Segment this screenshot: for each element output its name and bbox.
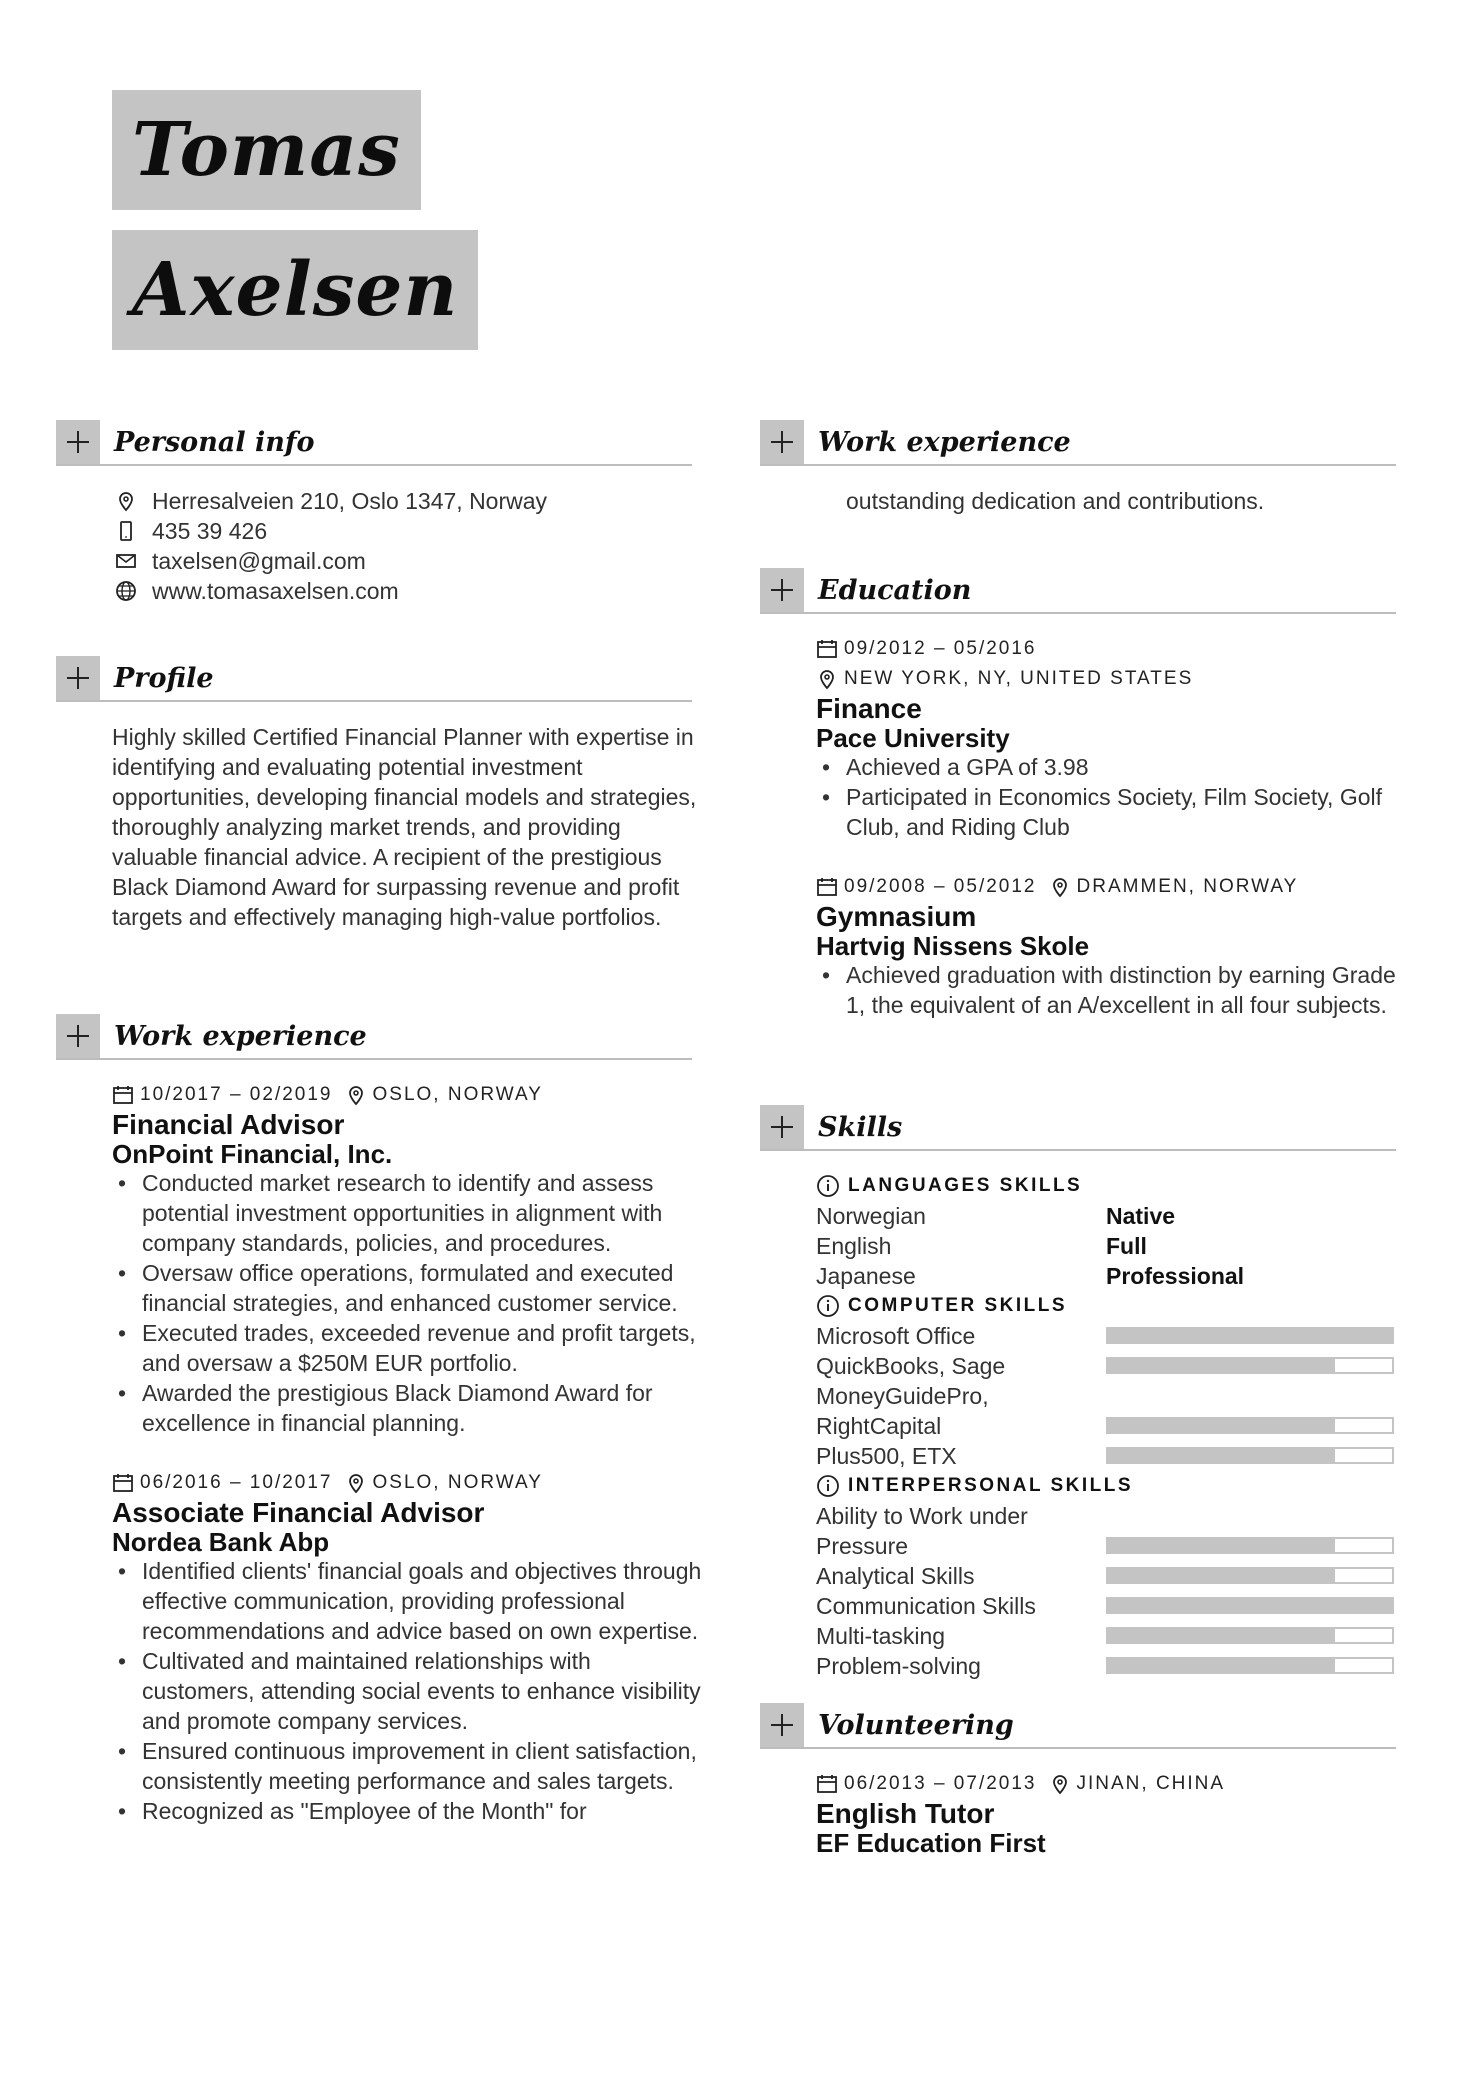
education-dates: 09/2008 – 05/2012 [844, 876, 1037, 897]
plus-icon [56, 656, 100, 700]
profile-text: Highly skilled Certified Financial Planner with expertise in identifying and evaluating potential investment opportunities, developing financial models and strategies, thoroughly analyzing market trends, and providing valuable financial advice. A recipient of the prestigious Black Diamond Award for surpassing revenue and profit targets and effectively managing high-value portfolios. [112, 724, 697, 930]
bullet-item: • Achieved a GPA of 3.98 [816, 752, 1396, 782]
skill-level-fill [1108, 1359, 1335, 1372]
skill-row [816, 1381, 1396, 1441]
first-name: Tomas [132, 107, 401, 193]
phone-text: 435 39 426 [152, 517, 268, 544]
skills-body [816, 1171, 1396, 1681]
skill-row [816, 1621, 1396, 1651]
skill-level: Full [1106, 1233, 1147, 1259]
location-pin-icon [345, 1472, 367, 1494]
contact-email [112, 546, 692, 576]
skill-level-fill [1108, 1329, 1392, 1342]
volunteering-title: English Tutor [816, 1798, 995, 1829]
work-experience-section [56, 1014, 702, 1826]
info-icon [816, 1474, 840, 1498]
info-icon [816, 1174, 840, 1198]
skill-level-fill [1108, 1539, 1335, 1552]
calendar-icon [816, 876, 838, 898]
plus-icon [760, 420, 804, 464]
volunteering-meta [816, 1769, 1396, 1799]
calendar-icon [816, 638, 838, 660]
education-location-row [816, 664, 1396, 694]
globe-icon [112, 579, 140, 603]
address-text: Herresalveien 210, Oslo 1347, Norway [152, 487, 548, 514]
job-location: OSLO, NORWAY [372, 1472, 543, 1493]
skill-level-fill [1108, 1599, 1392, 1612]
name-first-block [112, 90, 421, 210]
job-entry [112, 1080, 702, 1438]
section-title: Profile [114, 663, 214, 694]
location-pin-icon [112, 489, 140, 513]
volunteering-org: EF Education First [816, 1828, 1046, 1858]
volunteering-section [760, 1703, 1396, 1857]
phone-icon [112, 519, 140, 543]
section-title: Personal info [114, 427, 315, 458]
skill-row [816, 1321, 1396, 1351]
skill-row [816, 1561, 1396, 1591]
education-degree: Finance [816, 693, 922, 724]
languages-category [816, 1171, 1396, 1201]
section-header [760, 420, 1396, 466]
contact-website [112, 576, 692, 606]
section-header [760, 1105, 1396, 1151]
work-continued-text: outstanding dedication and contributions. [846, 488, 1265, 514]
education-degree: Gymnasium [816, 901, 977, 932]
education-section [760, 568, 1396, 1020]
education-bullets [816, 752, 1396, 842]
plus-icon [56, 1014, 100, 1058]
skill-level-fill [1108, 1629, 1335, 1642]
plus-icon [56, 420, 100, 464]
skills-section [760, 1105, 1396, 1681]
calendar-icon [112, 1472, 134, 1494]
contact-address [112, 486, 692, 516]
section-title: Volunteering [818, 1710, 1014, 1741]
location-pin-icon [1049, 1773, 1071, 1795]
skill-level-bar [1106, 1447, 1394, 1464]
work-experience-continued-section [760, 420, 1396, 516]
envelope-icon [112, 549, 140, 573]
location-pin-icon [1049, 876, 1071, 898]
bullet-item: • Identified clients' financial goals and objectives through effective communication, providing professional recommendations and advice based on own expertise. [112, 1556, 702, 1646]
skill-level-fill [1108, 1449, 1335, 1462]
skill-row [816, 1441, 1396, 1471]
calendar-icon [816, 1773, 838, 1795]
skill-level-bar [1106, 1417, 1394, 1434]
location-pin-icon [816, 668, 838, 690]
section-title: Work experience [818, 427, 1071, 458]
name-last-block [112, 230, 478, 350]
email-link[interactable]: taxelsen@gmail.com [152, 547, 366, 574]
skill-level: Professional [1106, 1263, 1245, 1289]
education-bullets [816, 960, 1396, 1020]
profile-section [56, 656, 697, 932]
interpersonal-category [816, 1471, 1396, 1501]
section-title: Skills [818, 1112, 903, 1143]
calendar-icon [112, 1084, 134, 1106]
plus-icon [760, 1703, 804, 1747]
volunteering-location: JINAN, CHINA [1076, 1773, 1226, 1794]
section-header [56, 656, 692, 702]
info-icon [816, 1294, 840, 1318]
bullet-item: • Achieved graduation with distinction by earning Grade 1, the equivalent of an A/excellent in all four subjects. [816, 960, 1396, 1020]
section-header [760, 568, 1396, 614]
skill-name: Ability to Work under Pressure [816, 1503, 1028, 1559]
skill-level-bar [1106, 1327, 1394, 1344]
skill-level-bar [1106, 1627, 1394, 1644]
bullet-item: • Oversaw office operations, formulated and executed financial strategies, and enhanced customer service. [112, 1258, 702, 1318]
skill-name: Problem-solving [816, 1653, 981, 1679]
job-company: OnPoint Financial, Inc. [112, 1139, 393, 1169]
skill-row [816, 1201, 1396, 1231]
skill-level-bar [1106, 1537, 1394, 1554]
location-pin-icon [345, 1084, 367, 1106]
personal-info-section [56, 420, 692, 606]
interpersonal-skills-list [816, 1501, 1396, 1681]
skill-name: Norwegian [816, 1203, 926, 1229]
skill-level-bar [1106, 1657, 1394, 1674]
bullet-item: • Participated in Economics Society, Film Society, Golf Club, and Riding Club [816, 782, 1396, 842]
job-meta [112, 1080, 702, 1110]
education-dates-row [816, 634, 1396, 664]
bullet-item: • Awarded the prestigious Black Diamond Award for excellence in financial planning. [112, 1378, 702, 1438]
section-title: Work experience [114, 1021, 367, 1052]
skill-name: Communication Skills [816, 1593, 1036, 1619]
education-school: Hartvig Nissens Skole [816, 931, 1090, 961]
section-header [56, 1014, 692, 1060]
job-location: OSLO, NORWAY [372, 1084, 543, 1105]
bullet-item: • Executed trades, exceeded revenue and profit targets, and oversaw a $250M EUR portfolio. [112, 1318, 702, 1378]
plus-icon [760, 1105, 804, 1149]
section-header [760, 1703, 1396, 1749]
skill-row [816, 1591, 1396, 1621]
volunteering-entry [816, 1769, 1396, 1857]
job-title: Financial Advisor [112, 1109, 345, 1140]
contact-phone [112, 516, 692, 546]
education-entry [816, 872, 1396, 1020]
category-title: COMPUTER SKILLS [848, 1295, 1068, 1316]
job-company: Nordea Bank Abp [112, 1527, 330, 1557]
skill-level-bar [1106, 1357, 1394, 1374]
bullet-item: • Cultivated and maintained relationships with customers, attending social events to enhance visibility and promote company services. [112, 1646, 702, 1736]
skill-name: MoneyGuidePro, RightCapital [816, 1383, 989, 1439]
skill-row [816, 1351, 1396, 1381]
education-meta [816, 872, 1396, 902]
education-school: Pace University [816, 723, 1010, 753]
computer-category [816, 1291, 1396, 1321]
skill-row [816, 1501, 1396, 1561]
job-entry [112, 1468, 702, 1826]
section-header [56, 420, 692, 466]
bullet-item: • Ensured continuous improvement in client satisfaction, consistently meeting performance and sales targets. [112, 1736, 702, 1796]
skill-name: English [816, 1233, 892, 1259]
job-meta [112, 1468, 702, 1498]
education-location: DRAMMEN, NORWAY [1076, 876, 1299, 897]
category-title: INTERPERSONAL SKILLS [848, 1475, 1134, 1496]
skill-level-bar [1106, 1567, 1394, 1584]
computer-skills-list [816, 1321, 1396, 1471]
last-name: Axelsen [132, 247, 459, 333]
skill-level-fill [1108, 1419, 1335, 1432]
job-bullets [112, 1168, 702, 1438]
website-link[interactable]: www.tomasaxelsen.com [152, 577, 399, 604]
education-entry [816, 634, 1396, 842]
volunteering-dates: 06/2013 – 07/2013 [844, 1773, 1037, 1794]
skill-level-fill [1108, 1569, 1335, 1582]
skill-name: QuickBooks, Sage [816, 1353, 1006, 1379]
job-bullets [112, 1556, 702, 1826]
education-location: NEW YORK, NY, UNITED STATES [844, 668, 1194, 689]
skill-row [816, 1651, 1396, 1681]
skill-level: Native [1106, 1203, 1176, 1229]
plus-icon [760, 568, 804, 612]
skill-name: Analytical Skills [816, 1563, 975, 1589]
skill-name: Japanese [816, 1263, 916, 1289]
skill-level-fill [1108, 1659, 1335, 1672]
category-title: LANGUAGES SKILLS [848, 1175, 1083, 1196]
job-dates: 06/2016 – 10/2017 [140, 1472, 333, 1493]
section-title: Education [818, 575, 972, 606]
skill-name: Plus500, ETX [816, 1443, 957, 1469]
education-dates: 09/2012 – 05/2016 [844, 638, 1037, 659]
job-dates: 10/2017 – 02/2019 [140, 1084, 333, 1105]
bullet-item: • Conducted market research to identify and assess potential investment opportunities in alignment with company standards, policies, and procedures. [112, 1168, 702, 1258]
skill-row [816, 1231, 1396, 1261]
bullet-item: • Recognized as "Employee of the Month" for [112, 1796, 702, 1826]
skill-level-bar [1106, 1597, 1394, 1614]
skill-name: Microsoft Office [816, 1323, 976, 1349]
skill-name: Multi-tasking [816, 1623, 946, 1649]
skill-row [816, 1261, 1396, 1291]
job-title: Associate Financial Advisor [112, 1497, 485, 1528]
